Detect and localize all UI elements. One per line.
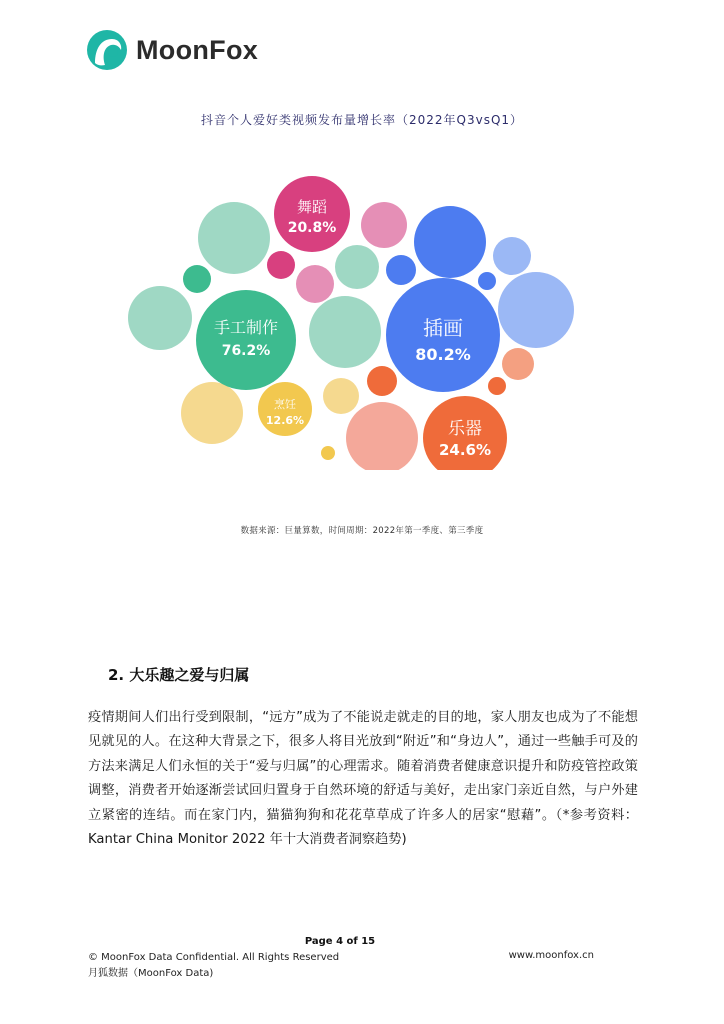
footer-confidential: © MoonFox Data Confidential. All Rights Reserved: [88, 952, 340, 963]
data-source-note: 数据来源：巨量算数，时间周期：2022年第一季度、第三季度: [240, 526, 484, 536]
bubble-deco: [267, 251, 295, 279]
bubble-handcraft: [196, 290, 296, 390]
chart-title: 抖音个人爱好类视频发布量增长率（2022年Q3vsQ1）: [200, 113, 524, 127]
moonfox-logo-icon: [86, 29, 128, 71]
bubble-chart: [0, 170, 724, 470]
bubble-cooking-label: 烹饪: [274, 398, 296, 411]
bubble-deco: [296, 265, 334, 303]
bubble-dance-label: 舞蹈: [296, 198, 328, 216]
bubble-deco: [386, 255, 416, 285]
bubble-cooking-value: 12.6%: [265, 414, 305, 427]
bubble-deco: [414, 206, 486, 278]
logo-text: MoonFox: [136, 34, 259, 65]
moonfox-logo: [86, 28, 258, 72]
body-paragraph: 疫情期间人们出行受到限制，“远方”成为了不能说走就走的目的地，家人朋友也成为了不能想见就见的人。在这种大背景之下，很多人将目光放到“附近”和“身边人”，通过一些触手可及的方法来满足人们永恒的关于“爱与归属”的心理需求。随着消费者健康意识提升和防疫管控政策调整，消费者开始逐渐尝试回归置身于自然环境的舒适与美好，走出家门亲近自然，与户外建立紧密的连结。而在家门内，猫猫狗狗和花花草草成了许多人的居家“慰藉”。（*参考资料：Kantar China Monitor 2022 年十大消费者洞察趋势): [88, 710, 638, 848]
bubble-deco: [181, 382, 243, 444]
bubble-deco: [478, 272, 496, 290]
bubble-painting-label: 插画: [423, 316, 463, 340]
bubble-dance: [274, 176, 350, 252]
footer-company: 月狐数据（MoonFox Data): [88, 968, 214, 979]
footer-left: [88, 950, 339, 982]
bubble-deco: [493, 237, 531, 275]
bubble-instrument-value: 24.6%: [438, 441, 492, 459]
bubble-deco: [183, 265, 211, 293]
bubble-deco: [498, 272, 574, 348]
bubble-deco: [321, 446, 335, 460]
page-number: Page 4 of 15: [304, 936, 376, 947]
bubble-instrument-label: 乐器: [448, 419, 482, 439]
section-heading: 2. 大乐趣之爱与归属: [108, 666, 250, 684]
bubble-cooking: [258, 382, 312, 436]
bubble-deco: [488, 377, 506, 395]
bubble-instrument: [423, 396, 507, 470]
bubble-painting-value: 80.2%: [415, 345, 471, 364]
bubble-deco: [367, 366, 397, 396]
bubble-deco: [346, 402, 418, 470]
bubble-deco: [502, 348, 534, 380]
bubble-deco: [309, 296, 381, 368]
footer-website[interactable]: www.moonfox.cn: [508, 950, 594, 961]
bubble-deco: [361, 202, 407, 248]
bubble-deco: [323, 378, 359, 414]
bubble-deco: [198, 202, 270, 274]
bubble-handcraft-label: 手工制作: [213, 318, 279, 337]
bubble-painting: [386, 278, 500, 392]
bubble-deco: [128, 286, 192, 350]
bubble-deco: [335, 245, 379, 289]
bubble-handcraft-value: 76.2%: [221, 343, 271, 359]
bubble-dance-value: 20.8%: [287, 220, 337, 236]
